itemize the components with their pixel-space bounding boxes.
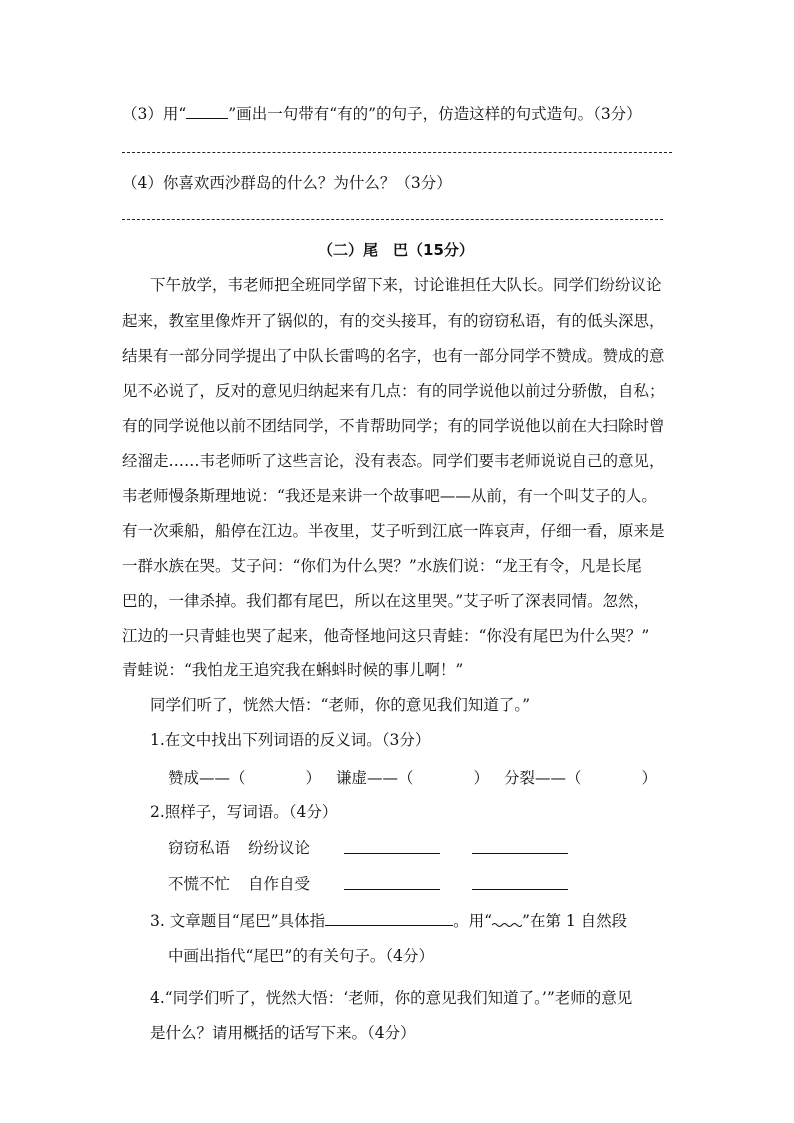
question-3-line-2: 中画出指代“尾巴”的有关句子。（4分）: [168, 947, 434, 965]
passage-line-4: 见不必说了，反对的意见归纳起来有几点：有的同学说他以前过分骄傲，自私；: [122, 382, 665, 400]
example-word-2: 纷纷议论: [248, 839, 311, 857]
passage-line-1: 下午放学，韦老师把全班同学留下来，讨论谁担任大队长。同学们纷纷议论: [150, 276, 662, 294]
passage-line-13: 同学们听了，恍然大悟：“老师，你的意见我们知道了。”: [150, 696, 531, 714]
section-title: [318, 240, 474, 260]
antonym-close-1: ）: [305, 769, 322, 787]
passage-line-3: 结果有一部分同学提出了中队长雷鸣的名字，也有一部分同学不赞成。赞成的意: [122, 347, 665, 365]
question-1-item-3: [504, 768, 657, 788]
answer-dash-line-2[interactable]: [122, 219, 663, 220]
question-3-underline-sample: [186, 104, 228, 119]
question-3-part-3: ”在第 1 自然段: [522, 912, 628, 930]
word-answer-line-2[interactable]: [472, 853, 568, 854]
question-4-line: [122, 173, 452, 193]
tail-meaning-answer-line[interactable]: [325, 911, 453, 926]
example-word-1: 窃窃私语: [168, 839, 231, 857]
antonym-close-3: ）: [641, 769, 658, 787]
question-3-prefix: （3）用“: [122, 105, 187, 123]
question-2-text: 2.照样子，写词语。（4分）: [150, 803, 338, 821]
word-answer-line-4[interactable]: [472, 889, 568, 890]
passage-line-12: 青蛙说：“我怕龙王追究我在蝌蚪时候的事儿啊！”: [122, 661, 464, 679]
question-4-line-1: 4.“同学们听了，恍然大悟：‘老师，你的意见我们知道了。’”老师的意见: [150, 989, 633, 1007]
question-4-line-2: 是什么？请用概括的话写下来。（4分）: [150, 1024, 416, 1042]
antonym-prompt-1: 赞成——（: [168, 769, 246, 787]
word-answer-line-1[interactable]: [344, 853, 440, 854]
passage-line-8: 有一次乘船，船停在江边。半夜里，艾子听到江底一阵哀声，仔细一看，原来是: [122, 522, 665, 540]
answer-dash-line-1[interactable]: [122, 152, 672, 153]
passage-line-6: 经溜走……韦老师听了这些言论，没有表态。同学们要韦老师说说自己的意见，: [122, 452, 665, 470]
example-word-4: 自作自受: [248, 875, 311, 893]
passage-line-9: 一群水族在哭。艾子问：“你们为什么哭？”水族们说：“龙王有令，凡是长尾: [122, 557, 642, 575]
question-1-item-2: [336, 768, 489, 788]
antonym-prompt-3: 分裂——（: [504, 769, 582, 787]
antonym-prompt-2: 谦虚——（: [336, 769, 414, 787]
word-answer-line-3[interactable]: [344, 889, 440, 890]
question-1-item-1: [168, 768, 321, 788]
antonym-close-2: ）: [473, 769, 490, 787]
question-3-suffix: ”画出一句带有“有的”的句子，仿造这样的句式造句。（3分）: [228, 105, 642, 123]
passage-line-5: 有的同学说他以前不团结同学，不肯帮助同学；有的同学说他以前在大扫除时曾: [122, 417, 665, 435]
passage-line-7: 韦老师慢条斯理地说：“我还是来讲一个故事吧——从前，有一个叫艾子的人。: [122, 487, 657, 505]
question-3-main: [150, 911, 627, 931]
wavy-line-icon: [492, 912, 522, 926]
passage-line-11: 江边的一只青蛙也哭了起来，他奇怪地问这只青蛙：“你没有尾巴为什么哭？”: [122, 627, 650, 645]
example-word-3: 不慌不忙: [168, 875, 231, 893]
section-title-text: （二）尾 巴（15分）: [318, 241, 474, 259]
question-3-part-2: 。用“: [453, 912, 493, 930]
passage-line-2: 起来，教室里像炸开了锅似的，有的交头接耳，有的窃窃私语，有的低头深思，: [122, 312, 665, 330]
question-3-line: [122, 104, 642, 124]
question-4-text: （4）你喜欢西沙群岛的什么？为什么？（3分）: [122, 174, 452, 192]
question-1-text: 1.在文中找出下列词语的反义词。（3分）: [150, 731, 431, 749]
question-3-part-1: 3. 文章题目“尾巴”具体指: [150, 912, 326, 930]
passage-line-10: 巴的，一律杀掉。我们都有尾巴，所以在这里哭。”艾子听了深表同情。忽然，: [122, 592, 650, 610]
